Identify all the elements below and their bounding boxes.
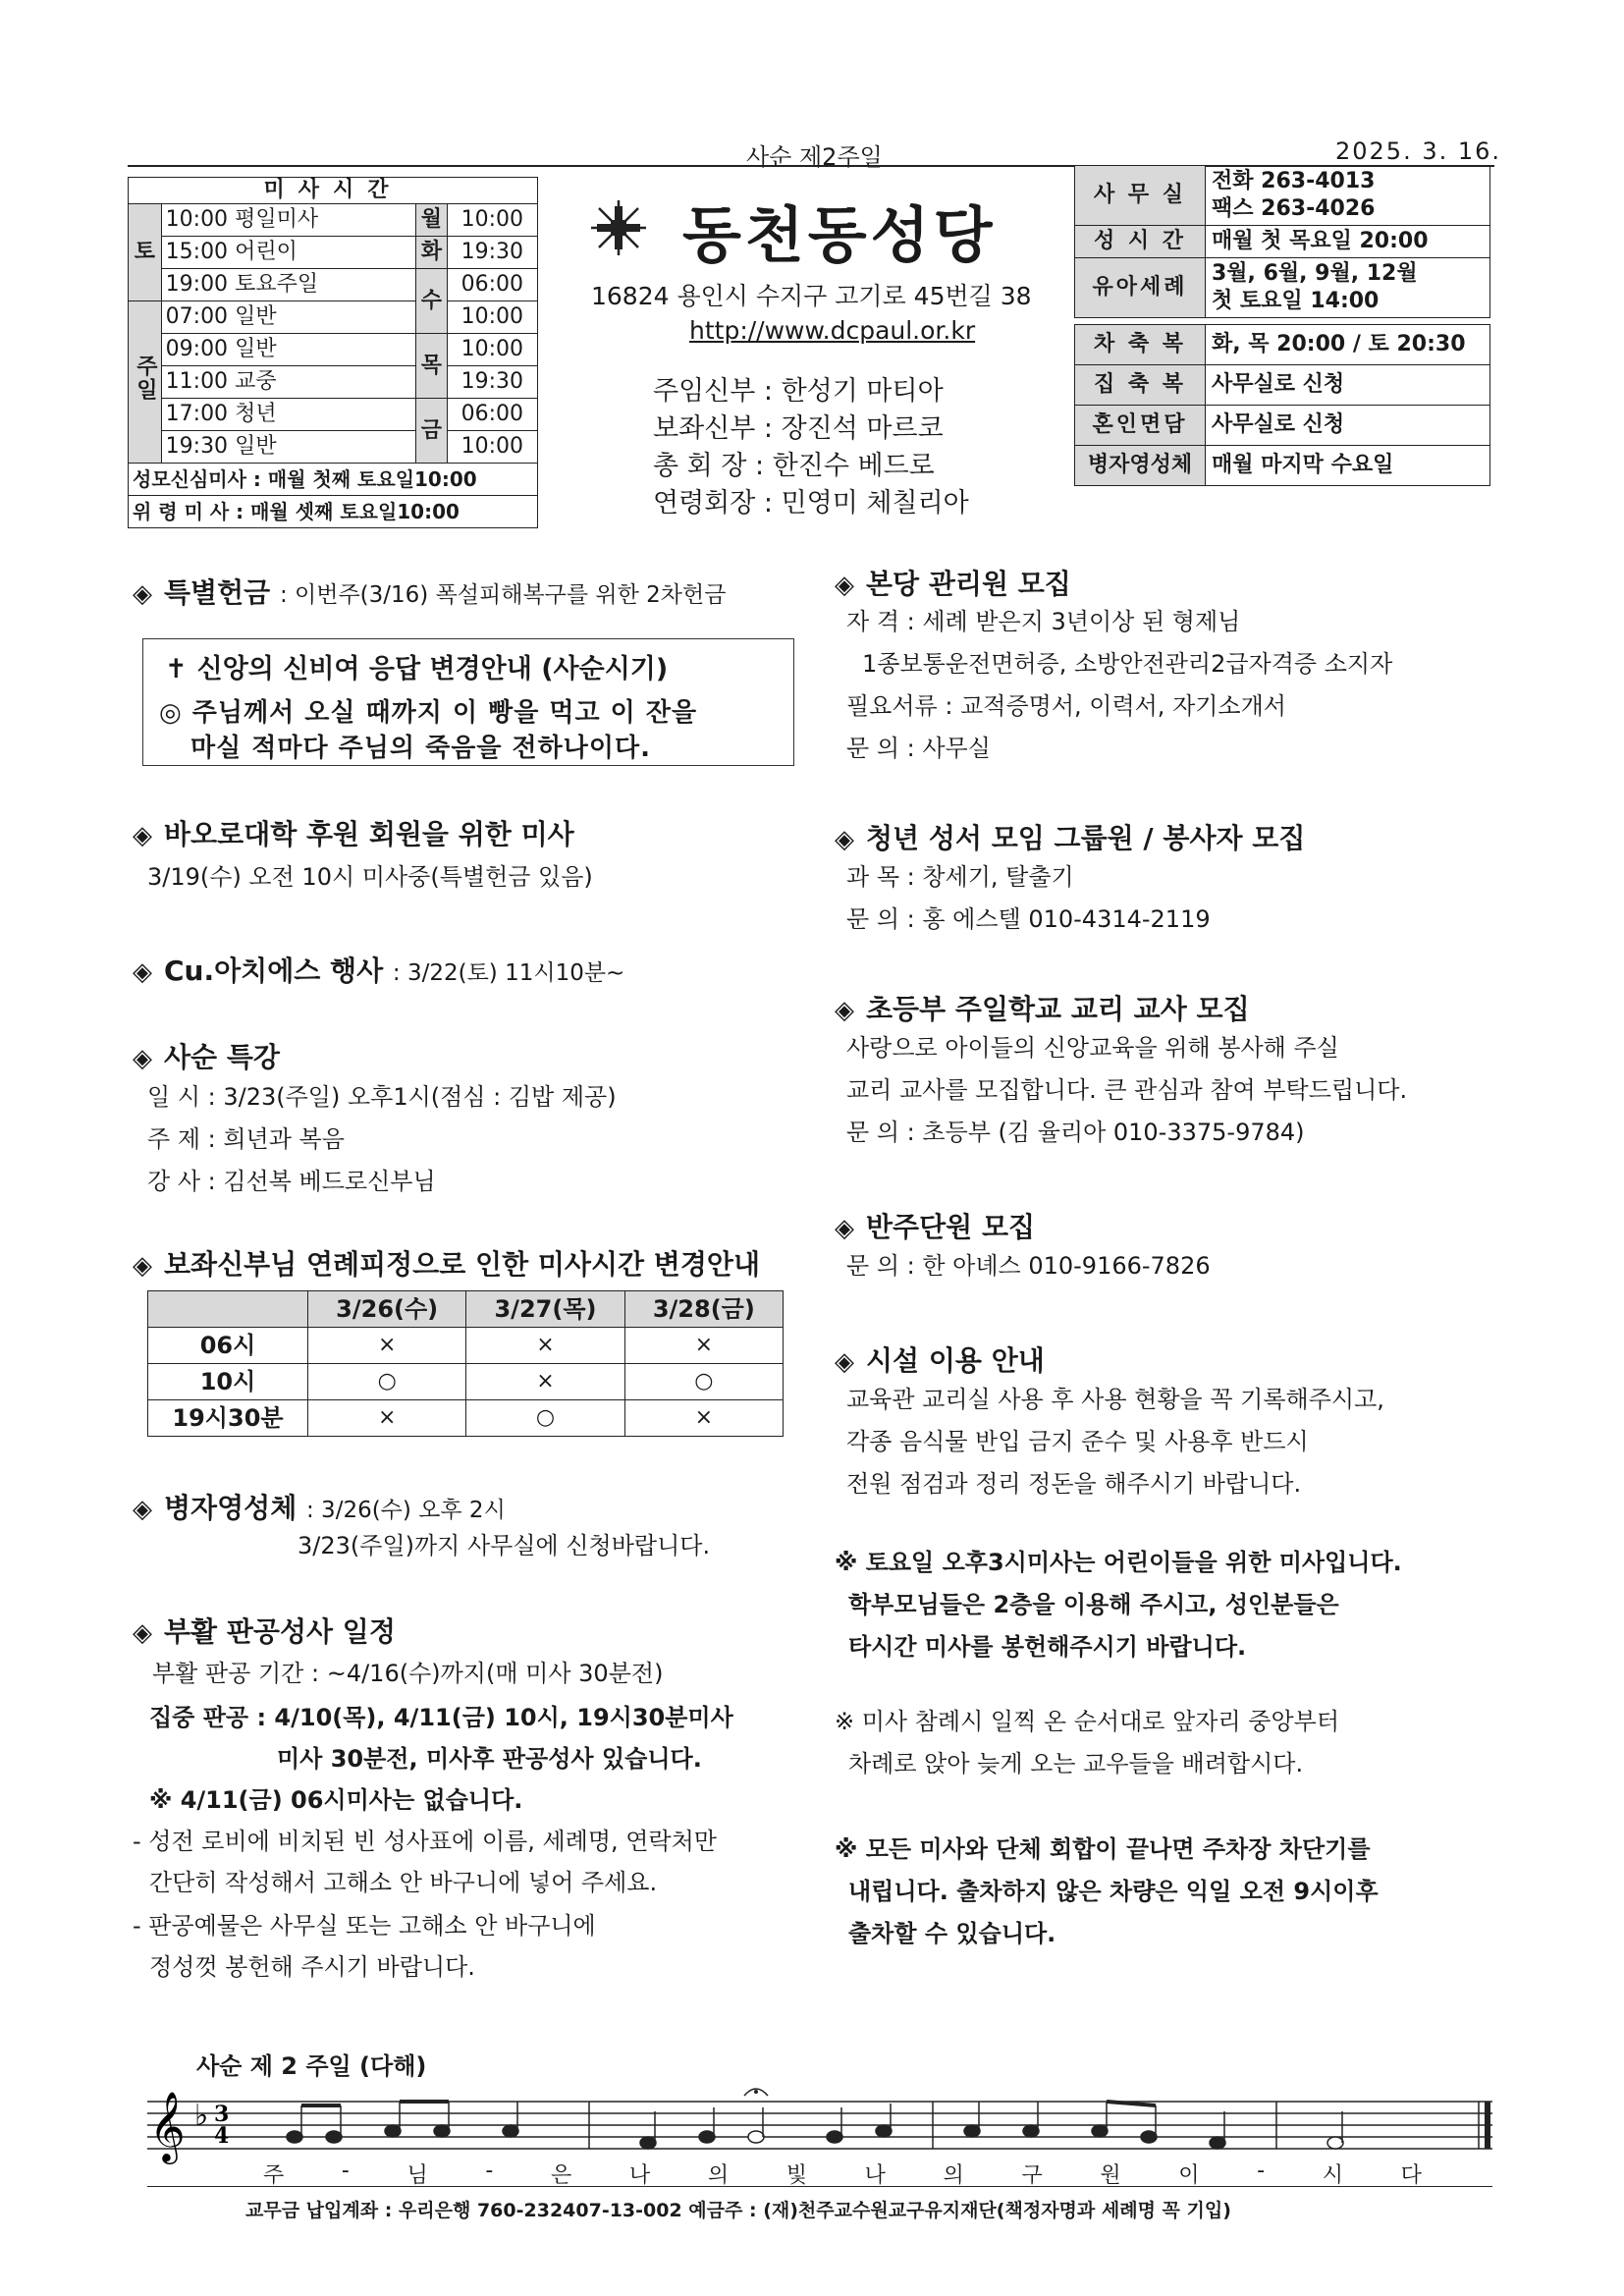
treble-clef-icon: 𝄞	[149, 2090, 186, 2161]
staff-assistant: 보좌신부 : 장진석 마르코	[653, 413, 944, 444]
confession-section: ◈ 부활 판공성사 일정	[133, 1615, 396, 1648]
notice-seating: ※ 미사 참례시 일찍 온 순서대로 앞자리 중앙부터 차례로 앉아 늦게 오는 교우들을 배려합시다.	[835, 1708, 1340, 1777]
faith-notice-box: ✝ 신앙의 신비여 응답 변경안내 (사순시기) ◎ 주님께서 오실 때까지 이 빵을 먹고 이 잔을 마실 적마다 주님의 죽음을 전하나이다.	[142, 638, 794, 766]
saturday-label: 토	[129, 204, 162, 301]
facility-section: ◈ 시설 이용 안내	[835, 1344, 1045, 1377]
offering-section: ◈ 특별헌금 : 이번주(3/16) 폭설피해복구를 위한 2차헌금	[133, 576, 727, 609]
cross-icon	[587, 196, 650, 259]
psalm-title: 사순 제 2 주일 (다해)	[196, 2052, 427, 2080]
cu-section: ◈ Cu.아치에스 행사 : 3/22(토) 11시10분~	[133, 955, 625, 987]
sunday-label: 주일	[133, 354, 158, 402]
lecture-section: ◈ 사순 특강	[133, 1041, 280, 1073]
donation-account: 교무금 납입계좌 : 우리은행 760-232407-13-002 예금주 : (재)천주교수원교구유지재단(책정자명과 세례명 꼭 기입)	[245, 2200, 1231, 2221]
caretaker-section: ◈ 본당 관리원 모집	[835, 568, 1071, 600]
parish-address: 16824 용인시 수지구 고기로 45번길 38	[591, 282, 1032, 310]
schedule-change-section: ◈ 보좌신부님 연례피정으로 인한 미사시간 변경안내	[133, 1248, 761, 1281]
flat-icon: ♭	[194, 2099, 209, 2133]
bulletin-date: 2025. 3. 16.	[1335, 137, 1502, 165]
mass-times-table: 미사시간 토 10:00 평일미사 월 10:00 15:00 어린이 화 19:30 19:00 토요주일 수 06:00 주일 07:00 일반 10:00 09:00 일반 목 10:00 11:00 교중 19:30 17:00 청년 금 06:00 19:30 일반 10:00 성모신심미사 : 매월 첫째 토요일10:00 위 령 미 사 : 매월 셋째 토요일10:00	[128, 177, 538, 528]
office-info-table: 사 무 실 전화 263-4013 팩스 263-4026 성 시 간 매월 첫 목요일 20:00 유아세례 3월, 6월, 9월, 12월 첫 토요일 14:00 차 축 복 화, 목 20:00 / 토 20:30 집 축 복 사무실로 신청 혼인면담 사무실로 신청 병자영성체 매월 마지막 수요일	[1074, 165, 1490, 486]
choir-section: ◈ 반주단원 모집	[835, 1211, 1036, 1243]
note-requiem-mass: 위 령 미 사 : 매월 셋째 토요일10:00	[129, 496, 538, 528]
sunday-school-section: ◈ 초등부 주일학교 교리 교사 모집	[835, 993, 1250, 1025]
mass-times-title: 미사시간	[129, 178, 538, 204]
sick-communion-section: ◈ 병자영성체 : 3/26(수) 오후 2시	[133, 1492, 506, 1524]
youth-bible-section: ◈ 청년 성서 모임 그룹원 / 봉사자 모집	[835, 822, 1306, 854]
notice-parking: ※ 모든 미사와 단체 회합이 끝나면 주차장 차단기를 내립니다. 출차하지 않은 차량은 익일 오전 9시이후 출차할 수 있습니다.	[835, 1835, 1379, 1947]
staff-president: 총 회 장 : 한진수 베드로	[653, 451, 935, 481]
liturgical-week: 사순 제2주일	[746, 143, 883, 171]
parish-name: 동천동성당	[682, 199, 997, 271]
footer-rule	[147, 2186, 1492, 2187]
staff-pastor: 주임신부 : 한성기 마티아	[653, 376, 944, 407]
notice-children-mass: ※ 토요일 오후3시미사는 어린이들을 위한 미사입니다. 학부모님들은 2층을 이용해 주시고, 성인분들은 타시간 미사를 봉헌해주시기 바랍니다.	[835, 1549, 1402, 1661]
staff-memorial: 연령회장 : 민영미 체칠리아	[653, 488, 969, 519]
faith-box-title: 신앙의 신비여 응답 변경안내 (사순시기)	[196, 654, 669, 684]
lyrics-line: 주 - 님 - 은 나 의 빛 나 의 구 원 이 - 시 다	[263, 2159, 1422, 2188]
time-signature-bottom: 4	[214, 2123, 230, 2149]
parish-website-link[interactable]: http://www.dcpaul.or.kr	[689, 316, 976, 345]
paul-univ-section: ◈ 바오로대학 후원 회원을 위한 미사	[133, 818, 574, 850]
note-marian-mass: 성모신심미사 : 매월 첫째 토요일10:00	[129, 464, 538, 496]
time-signature-top: 3	[214, 2102, 230, 2127]
staff-list	[653, 373, 969, 522]
schedule-change-table: 3/26(수) 3/27(목) 3/28(금) 06시 × × × 10시 ○ × ○ 19시30분 × ○ ×	[147, 1290, 784, 1437]
